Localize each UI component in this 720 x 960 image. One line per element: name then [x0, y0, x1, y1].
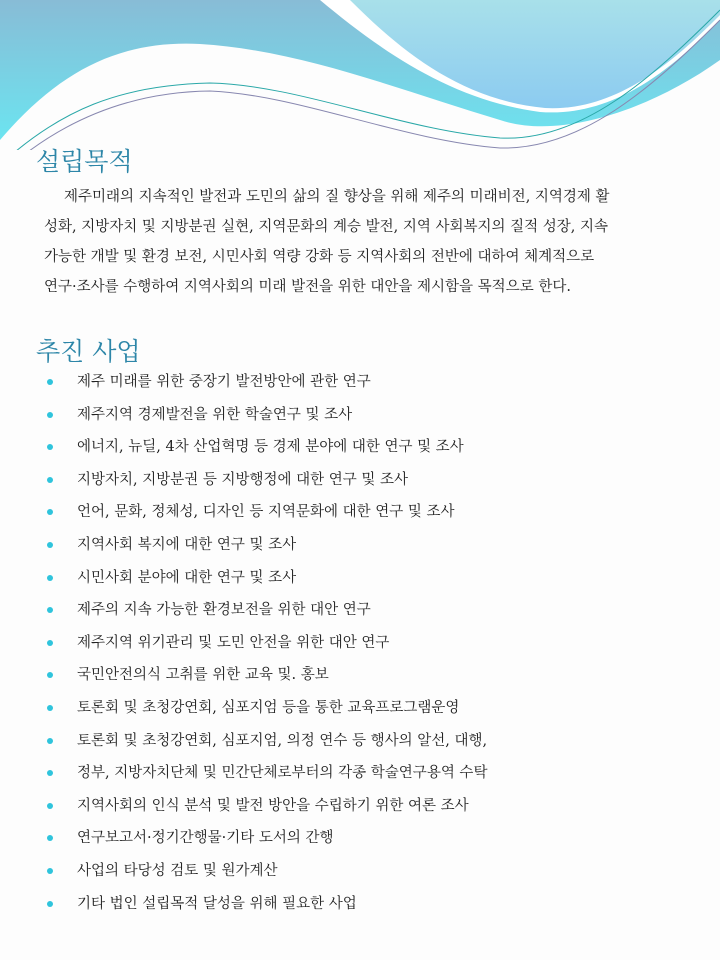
bullet-icon — [47, 868, 53, 874]
bullet-icon — [47, 901, 53, 907]
list-item-text: 국민안전의식 고취를 위한 교육 및. 홍보 — [77, 667, 329, 684]
bullet-icon — [47, 575, 53, 581]
bullet-icon — [47, 412, 53, 418]
list-item-text: 제주지역 위기관리 및 도민 안전을 위한 대안 연구 — [77, 634, 390, 651]
purpose-line: 가능한 개발 및 환경 보전, 시민사회 역량 강화 등 지역사회의 전반에 대하여 체계적으로 — [44, 249, 595, 265]
bullet-icon — [47, 770, 53, 776]
bullet-icon — [47, 607, 53, 613]
list-item — [0, 368, 487, 401]
list-item — [0, 857, 487, 890]
list-item — [0, 694, 487, 727]
list-item-text: 제주의 지속 가능한 환경보전을 위한 대안 연구 — [77, 602, 371, 619]
list-item — [0, 759, 487, 792]
list-item — [0, 661, 487, 694]
bullet-icon — [47, 444, 53, 450]
list-item-text: 시민사회 분야에 대한 연구 및 조사 — [77, 569, 297, 586]
section-title-projects: 추진 사업 — [36, 337, 141, 366]
purpose-line: 연구·조사를 수행하여 지역사회의 미래 발전을 위한 대안을 제시함을 목적으로 한다. — [44, 279, 571, 295]
list-item — [0, 498, 487, 531]
list-item-text: 토론회 및 초청강연회, 심포지엄, 의정 연수 등 행사의 알선, 대행, — [77, 732, 488, 749]
purpose-paragraph — [44, 182, 694, 302]
list-item — [0, 564, 487, 597]
list-item — [0, 596, 487, 629]
list-item-text: 연구보고서·정기간행물·기타 도서의 간행 — [77, 830, 334, 847]
list-item — [0, 890, 487, 923]
list-item-text: 토론회 및 초청강연회, 심포지엄 등을 통한 교육프로그램운영 — [77, 699, 460, 716]
list-item — [0, 531, 487, 564]
purpose-line: 제주미래의 지속적인 발전과 도민의 삶의 질 향상을 위해 제주의 미래비전, 지역경제 활 — [64, 189, 610, 205]
list-item-text: 제주 미래를 위한 중장기 발전방안에 관한 연구 — [77, 374, 371, 390]
list-item-text: 지방자치, 지방분권 등 지방행정에 대한 연구 및 조사 — [77, 471, 409, 488]
project-list — [0, 368, 487, 922]
list-item — [0, 792, 487, 825]
wave-header-decoration — [0, 0, 720, 150]
bullet-icon — [47, 477, 53, 483]
list-item — [0, 629, 487, 662]
section-title-purpose: 설립목적 — [36, 147, 133, 176]
list-item-text: 정부, 지방자치단체 및 민간단체로부터의 각종 학술연구용역 수탁 — [77, 765, 488, 782]
list-item-text: 언어, 문화, 정체성, 디자인 등 지역문화에 대한 연구 및 조사 — [77, 504, 455, 521]
list-item — [0, 401, 487, 434]
bullet-icon — [47, 379, 53, 385]
bullet-icon — [47, 835, 53, 841]
bullet-icon — [47, 509, 53, 515]
list-item-text: 지역사회의 인식 분석 및 발전 방안을 수립하기 위한 여론 조사 — [77, 797, 469, 814]
bullet-icon — [47, 542, 53, 548]
list-item-text: 제주지역 경제발전을 위한 학술연구 및 조사 — [77, 406, 353, 423]
bullet-icon — [47, 640, 53, 646]
bullet-icon — [47, 738, 53, 744]
list-item — [0, 824, 487, 857]
list-item-text: 기타 법인 설립목적 달성을 위해 필요한 사업 — [77, 895, 357, 912]
list-item — [0, 727, 487, 760]
bullet-icon — [47, 672, 53, 678]
list-item-text: 지역사회 복지에 대한 연구 및 조사 — [77, 536, 297, 553]
list-item-text: 사업의 타당성 검토 및 원가계산 — [77, 862, 278, 879]
bullet-icon — [47, 803, 53, 809]
list-item — [0, 433, 487, 466]
list-item — [0, 466, 487, 499]
purpose-line: 성화, 지방자치 및 지방분권 실현, 지역문화의 계승 발전, 지역 사회복지의 질적 성장, 지속 — [44, 219, 608, 235]
bullet-icon — [47, 705, 53, 711]
list-item-text: 에너지, 뉴딜, 4차 산업혁명 등 경제 분야에 대한 연구 및 조사 — [77, 439, 464, 456]
